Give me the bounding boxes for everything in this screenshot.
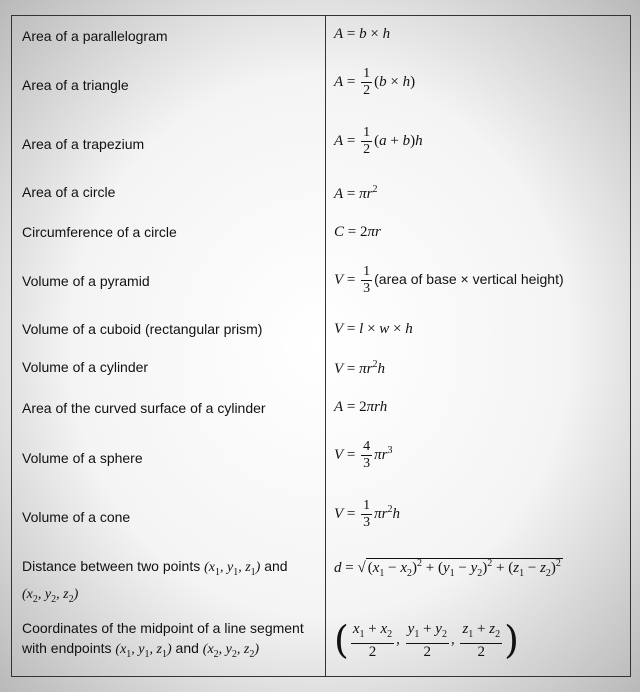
formula-parallelogram: A = b × h: [334, 26, 391, 42]
row-label: Volume of a cone: [22, 509, 131, 525]
formula-table: [11, 15, 631, 677]
row-label: Distance between two points: [22, 558, 201, 574]
row-label-midpoint: Coordinates of the midpoint of a line segment with endpoints ($x_1$, $y_1$, $z_1$) and ($x_2$, $y_2$, $z_2$): [22, 620, 304, 660]
row-label: Area of a circle: [22, 184, 116, 200]
row-label: Volume of a pyramid: [22, 273, 150, 289]
row-label: Area of a trapezium: [22, 136, 145, 152]
row-label: Volume of a cylinder: [22, 359, 149, 375]
formula-circle-area: $A = \pi r^2$: [334, 184, 378, 202]
formula-pyramid: V = $\frac{1}{3}$ (area of base × vertical height): [334, 264, 564, 296]
and-word: and: [264, 558, 288, 574]
formula-curved-surface: A = 2πrh: [334, 399, 388, 415]
formula-cylinder: $V = \pi r^2h$: [334, 359, 385, 377]
formula-midpoint: ( $\frac{x_1 + x_2}{2}$ , $\frac{y_1 + y_2}{2}$ , $\frac{z_1 + z_2}{2}$ ): [334, 618, 519, 662]
row-label: Volume of a cuboid (rectangular prism): [22, 321, 263, 337]
formula-sphere: V = $\frac{4}{3}$ $\pi r^3$: [334, 439, 393, 471]
row-label-line2: with endpoints: [22, 640, 112, 656]
row-label: Volume of a sphere: [22, 450, 143, 466]
row-label-distance: Distance between two points ($x_1$, $y_1$, $z_1$) and ($x_2$, $y_2$, $z_2$): [22, 558, 288, 605]
pyramid-text: (area of base × vertical height): [374, 270, 564, 287]
formula-circumference: C = 2πr: [334, 224, 381, 240]
row-label: Circumference of a circle: [22, 224, 177, 240]
column-divider: [325, 16, 326, 676]
formula-cone: V = $\frac{1}{3}$ $\pi r^2h$: [334, 498, 400, 530]
and-word: and: [175, 640, 199, 656]
formula-cuboid: V = l × w × h: [334, 321, 413, 337]
formula-triangle: A = $\frac{1}{2}$ (b × h): [334, 66, 416, 98]
formula-distance: d = √ $(x_1 - x_2)^2 + (y_1 - y_2)^2 + (z_1 - z_2)^2$: [334, 558, 561, 579]
formula-trapezium: A = $\frac{1}{2}$ (a + b)h: [334, 125, 423, 157]
row-label: Area of a parallelogram: [22, 28, 168, 44]
row-label: Area of the curved surface of a cylinder: [22, 400, 266, 416]
row-label: Coordinates of the midpoint of a line segment: [22, 620, 304, 636]
row-label: Area of a triangle: [22, 77, 129, 93]
